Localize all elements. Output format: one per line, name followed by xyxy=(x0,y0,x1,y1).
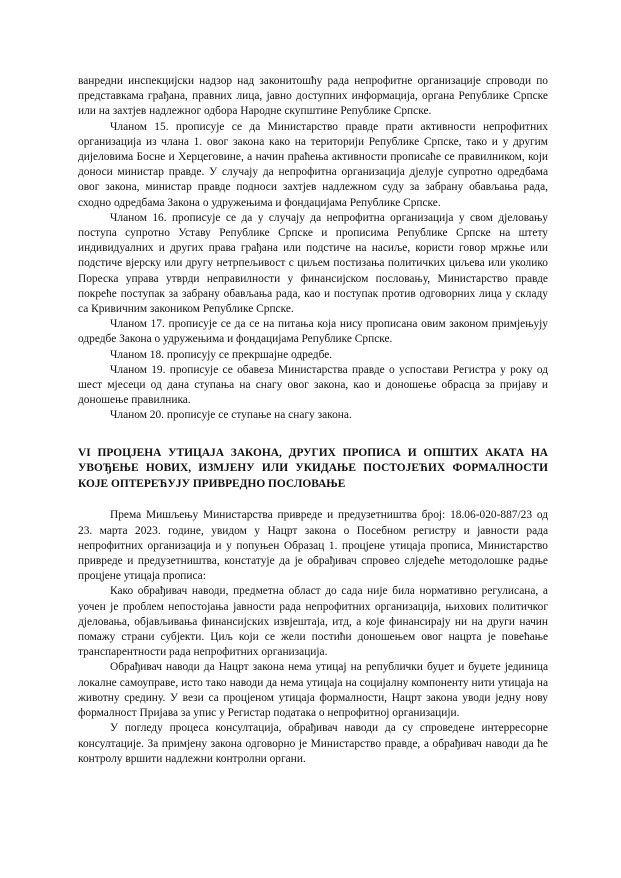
paragraph-article-18: Чланом 18. прописују се прекршајне одредбе. xyxy=(110,348,333,361)
paragraph-ministry-opinion: Према Мишљењу Министарства привреде и предузетништва број: 18.06-020-887/23 од 23. марта 2023. године, увидом у Нацрт закона о Посебном регистру и јавности рада непрофитних организација и у попуњен Образац 1. процјене утицаја прописа, Министарство привреде и предузетништва, констатује да је обрађивач спровео слједеће методолошке радње процјене утицаја прописа: xyxy=(78,509,548,583)
paragraph-article-15: Чланом 15. прописује се да Министарство правде прати активности непрофитних организација из члана 1. овог закона како на територији Републике Српске, тако и у другим дијеловима Босне и Херцеговине, а начин праћења активности прописаће се правилником, који доноси министар правде. У случају да непрофитна организација дјелује супротно одредбама овог закона, министар правде подноси захтјев надлежном суду за забрану обављања рада, сходно одредбама Закона о удружењима и фондацијама Републике Српске. xyxy=(78,120,548,209)
paragraph-budget-impact: Обрађивач наводи да Нацрт закона нема утицај на републички буџет и буџете јединица локалне самоуправе, исто тако наводи да нема утицаја на социјалну компоненту нити утицаја на животну средину. У вези са процјеном утицаја формалности, Нацрт закона уводи једну нову формалност Пријава за упис у Регистар података о непрофитној организацији. xyxy=(78,661,548,720)
paragraph-article-20: Чланом 20. прописује се ступање на снагу закона. xyxy=(110,409,352,422)
paragraph-consultations: У погледу процеса консултација, обрађивач наводи да су спроведене интерресорне консултације. За примјену закона одговорно је Министарство правде, а обрађивач наводи да ће контролу вршити надлежни контролни органи. xyxy=(78,722,548,765)
paragraph-article-16: Чланом 16. прописује се да у случају да непрофитна организација у свом дјеловању поступа супротно Уставу Републике Српске и прописима Републике Српске на штету индивидуалних и других права грађана или подстиче на насиље, користи говор мржње или подстиче вјерску или другу нетрпељивост с циљем постизања политичких циљева или уколико Пореска управа утврди неправилности у финансијском пословању, Министарство правде покреће поступак за забрану обављања рада, као и поступак против одговорних лица у складу са Кривичним закоником Републике Српске. xyxy=(78,211,548,316)
paragraph-continuation: ванредни инспекцијски надзор над законитошћу рада непрофитне организације спроводи по представкама грађана, правних лица, јавно доступних информација, органа Републике Српске или на захтјев надлежног одбора Народне скупштине Републике Српске. xyxy=(78,75,548,118)
paragraph-article-19: Чланом 19. прописује се обавеза Министарства правде о успостави Регистра у року од шест мјесеци од дана ступања на снагу овог закона, као и доношење обрасца за пријаву и доношење правилника. xyxy=(78,363,548,407)
document-page xyxy=(78,74,548,767)
paragraph-problem-statement: Како обрађивач наводи, предметна област до сада није била нормативно регулисана, а уочен је проблем непостојања јавности рада непрофитних организација, њихових политичког дјеловања, објављивања финансијских извјештаја, итд, а које финансирају ни на други начин помажу страни субјекти. Циљ који се жели постићи доношењем овог нацрта је повећање транспарентности рада непрофитних организација. xyxy=(78,585,548,659)
section-heading: VI ПРОЦЈЕНА УТИЦАЈА ЗАКОНА, ДРУГИХ ПРОПИСА И ОПШТИХ АКАТА НА УВОЂЕЊЕ НОВИХ, ИЗМЈЕНУ ИЛИ УКИДАЊЕ ПОСТОЈЕЋИХ ФОРМАЛНОСТИ КОЈЕ ОПТЕРЕЋУЈУ ПРИВРЕДНО ПОСЛОВАЊЕ xyxy=(78,446,548,490)
paragraph-article-17: Чланом 17. прописује се да се на питања која нису прописана овим законом примјењују одредбе Закона о удружењима и фондацијама Републике Српске. xyxy=(78,318,548,346)
